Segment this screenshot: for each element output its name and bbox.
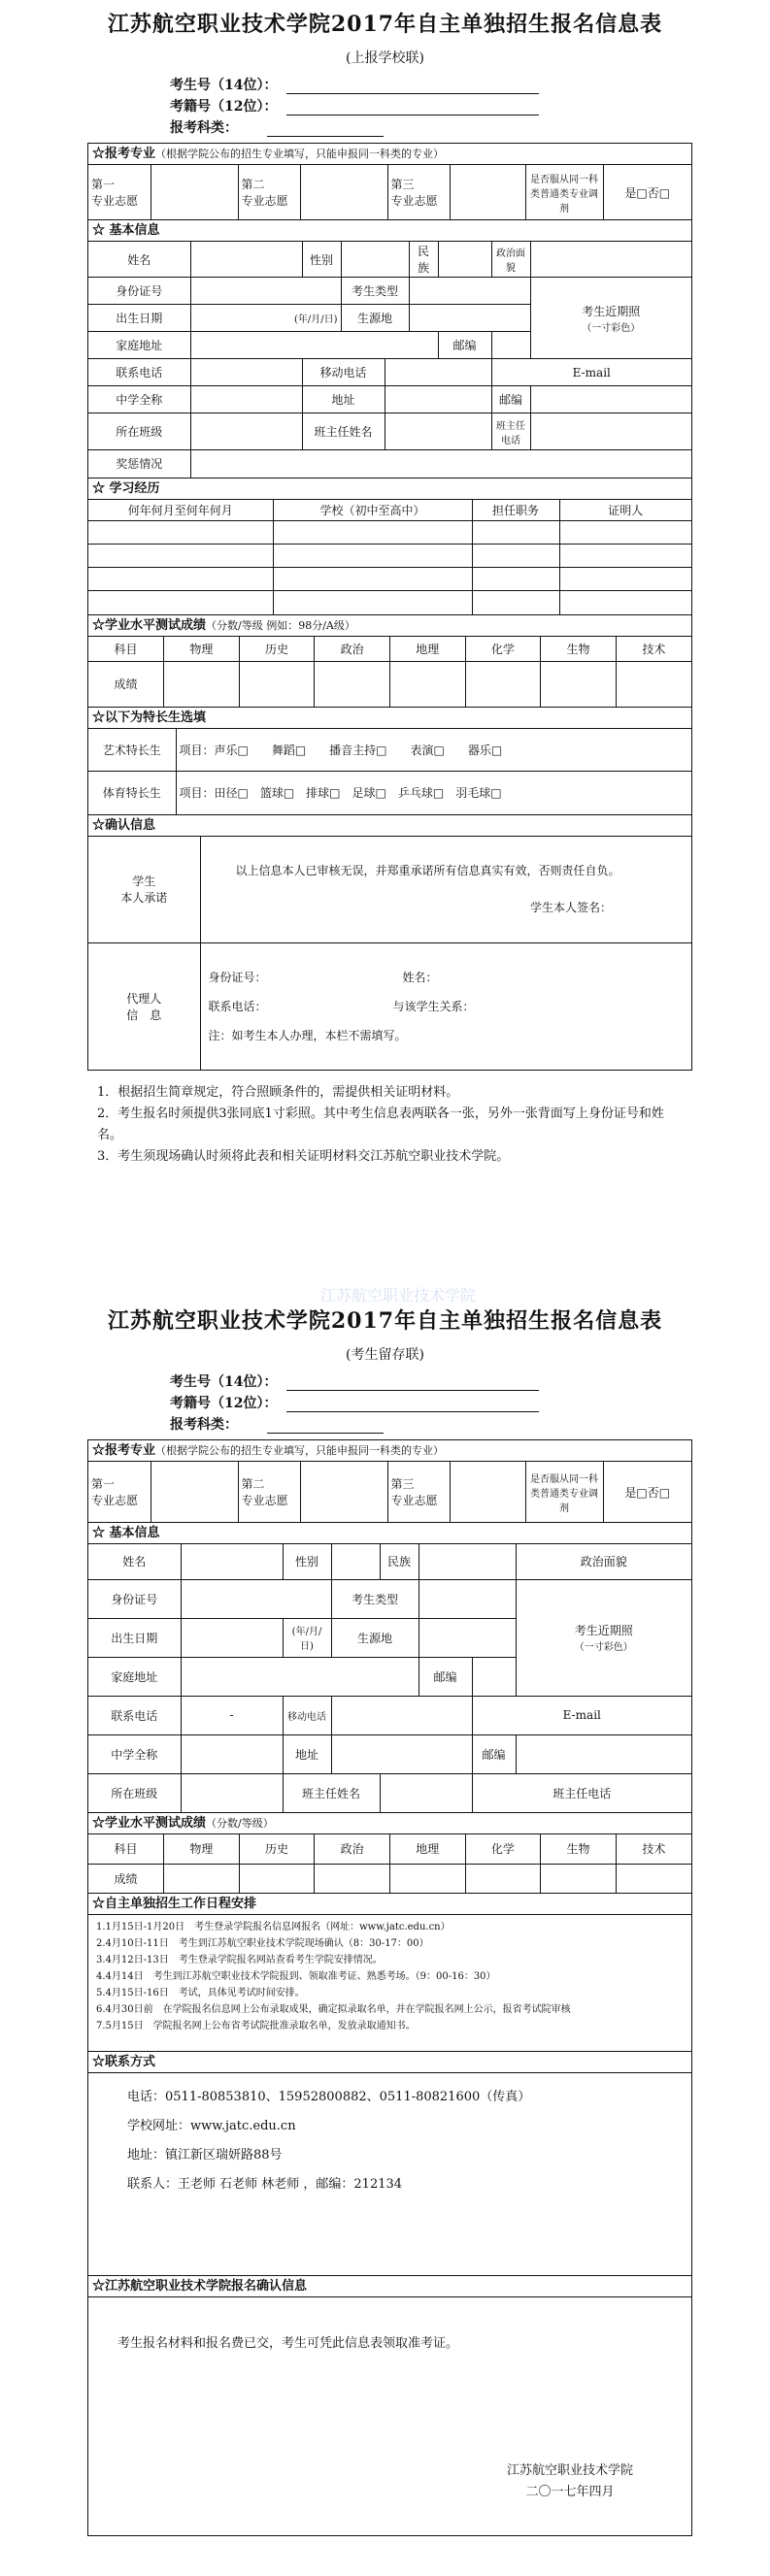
major-choice-3[interactable] bbox=[450, 165, 525, 219]
category-field[interactable] bbox=[267, 1418, 384, 1434]
section-contact bbox=[87, 2051, 692, 2275]
teacher-phone-input[interactable] bbox=[530, 413, 691, 450]
section-test-scores: ☆学业水平测试成绩（分数/等级 例如：98分/A级） 科目 物理 历史 政治 地理 化学 生物 技术 成绩 bbox=[87, 614, 692, 707]
section-header: ☆ 学习经历 bbox=[88, 479, 691, 500]
section-study: ☆ 学习经历 何年何月至何年何月 学校（初中至高中） 担任职务 证明人 bbox=[87, 478, 692, 614]
class-input[interactable] bbox=[190, 413, 302, 450]
watermark: 江苏航空职业技术学院 bbox=[320, 1286, 477, 1305]
teacher-input[interactable] bbox=[385, 413, 491, 450]
origin-input[interactable] bbox=[409, 305, 530, 332]
section-confirm: ☆确认信息 学生 本人承诺 以上信息本人已审核无误，并郑重承诺所有信息真实有效，否则责任自负。 学生本人签名： 代理人 信 息 身份证号： 姓名： 联系电话： 与该学生关系： 注：如考生本人办理，本栏不需填写。 bbox=[87, 814, 692, 1071]
phone-input[interactable] bbox=[190, 359, 302, 386]
section-header: ☆联系方式 bbox=[88, 2052, 691, 2073]
contact-phone: 电话：0511-80853810、15952800882、0511-80821600（传真） bbox=[127, 2090, 531, 2104]
schedule-item: 2.4月10日-11日 考生到江苏航空职业技术学院现场确认（8：30-17：00） bbox=[96, 1938, 429, 1949]
category-field[interactable] bbox=[267, 121, 384, 137]
student-signature[interactable]: 学生本人签名： bbox=[529, 901, 612, 915]
adjust-checkbox[interactable]: 是□否□ bbox=[603, 165, 691, 219]
contact-website[interactable]: 学校网址：www.jatc.edu.cn bbox=[127, 2119, 296, 2133]
study-cell[interactable] bbox=[88, 568, 273, 591]
section-header: ☆以下为特长生选填 bbox=[88, 708, 691, 729]
section-header: ☆ 基本信息 bbox=[88, 220, 691, 242]
address-input[interactable] bbox=[190, 332, 438, 359]
form-table bbox=[87, 1439, 692, 2536]
exam-no-field[interactable] bbox=[286, 1375, 539, 1391]
section-header: ☆确认信息 bbox=[88, 815, 691, 837]
page-title: 江苏航空职业技术学院2017年自主单独招生报名信息表 bbox=[107, 12, 663, 37]
ethnic-input[interactable] bbox=[438, 242, 491, 278]
exam-no-field[interactable] bbox=[286, 79, 539, 94]
form-table bbox=[87, 143, 692, 1071]
section-header: ☆自主单独招生工作日程安排 bbox=[88, 1894, 691, 1915]
major-choice-1[interactable] bbox=[151, 165, 238, 219]
agent-phone[interactable]: 联系电话： bbox=[208, 999, 267, 1013]
art-options[interactable]: 项目：声乐□ 舞蹈□ 播音主持□ 表演□ 器乐□ bbox=[176, 729, 691, 772]
section-basic: ☆ 基本信息 姓名 性别 民族 政治面貌 身份证号 考生类型 考生近期照 （一寸彩色） 出生日期 (年/月/日) 生源地 家庭地址 邮编 联系电话 移动电话 E-mail 中学全称 地址 邮编 所在班级 班主任姓名 班主任电话 奖惩情况 bbox=[87, 219, 692, 478]
copy-label: (上报学校联) bbox=[346, 50, 424, 66]
contact-address: 地址：镇江新区瑞妍路88号 bbox=[127, 2148, 283, 2163]
section-header: ☆报考专业 bbox=[92, 147, 156, 161]
date: 二〇一七年四月 bbox=[525, 2485, 615, 2499]
reg-no-field[interactable] bbox=[286, 100, 539, 116]
copy-label: (考生留存联) bbox=[346, 1347, 424, 1363]
section-header: ☆江苏航空职业技术学院报名确认信息 bbox=[88, 2276, 691, 2297]
category-label: 报考科类： bbox=[170, 120, 238, 136]
reg-no-label: 考籍号（12位）： bbox=[170, 99, 278, 115]
name-input[interactable] bbox=[190, 242, 302, 278]
adjust-checkbox[interactable]: 是□否□ bbox=[603, 1462, 691, 1522]
form-copy-school bbox=[0, 8, 770, 1168]
zip-input[interactable] bbox=[491, 332, 530, 359]
study-cell[interactable] bbox=[88, 521, 273, 545]
agent-relation[interactable]: 与该学生关系： bbox=[392, 999, 475, 1013]
schedule-item: 6.4月30日前 在学院报名信息网上公布录取成果，确定拟录取名单，并在学院报名网上公示，报省考试院审核 bbox=[96, 2004, 571, 2015]
section-schedule bbox=[87, 1893, 692, 2051]
reg-no-field[interactable] bbox=[286, 1397, 539, 1412]
section-talent: ☆以下为特长生选填 艺术特长生 项目：声乐□ 舞蹈□ 播音主持□ 表演□ 器乐□ 体育特长生 项目：田径□ 篮球□ 排球□ 足球□ 乒乓球□ 羽毛球□ bbox=[87, 707, 692, 814]
school-input[interactable] bbox=[190, 386, 302, 413]
agent-id[interactable]: 身份证号： bbox=[208, 970, 267, 984]
contact-person: 联系人：王老师 石老师 林老师 ，邮编：212134 bbox=[127, 2177, 403, 2192]
mobile-input[interactable] bbox=[385, 359, 491, 386]
school-zip-input[interactable] bbox=[530, 386, 691, 413]
schedule-item: 3.4月12日-13日 考生登录学院报名网站查看考生学院安排情况。 bbox=[96, 1955, 383, 1965]
page-title: 江苏航空职业技术学院2017年自主单独招生报名信息表 bbox=[107, 1308, 663, 1334]
section-school-confirm: ☆江苏航空职业技术学院报名确认信息 考生报名材料和报名费已交，考生可凭此信息表领取准考证。 江苏航空职业技术学院 二〇一七年四月 bbox=[87, 2275, 692, 2536]
section-major: ☆报考专业（根据学院公布的招生专业填写，只能申报同一科类的专业） 第一 专业志愿 第二 专业志愿 第三 专业志愿 是否服从同一科类普通类专业调剂 是□否□ bbox=[87, 1439, 692, 1522]
exam-no-label: 考生号（14位）： bbox=[170, 78, 278, 93]
schedule-item: 1.1月15日-1月20日 考生登录学院报名信息网报名（网址：www.jatc.edu.cn） bbox=[96, 1922, 451, 1932]
section-major: ☆报考专业（根据学院公布的招生专业填写，只能申报同一科类的专业） 第一 专业志愿 第二 专业志愿 第三 专业志愿 是否服从同一科类普通类专业调剂 是□否□ bbox=[87, 143, 692, 219]
section-basic: ☆ 基本信息 姓名 性别 民族 政治面貌 身份证号 考生类型 考生近期照 （一寸彩色） 出生日期 (年/月/日) 生源地 家庭地址 邮编 联系电话 - 移动电话 E-mail 中学全称 地址 邮编 所在班级 班主任姓名 班主任电话 bbox=[87, 1522, 692, 1812]
form-copy-student: 江苏航空职业技术学院2017年自主单独招生报名信息表 (考生留存联) 考生号（14位）： 考籍号（12位）： 报考科类： ☆报考专业（根据学院公布的招生专业填写，只能申报同一科类的专业） 第一 专业志愿 第二 专业志愿 第三 专业志愿 是否服从同一科类普通类专业调剂 是□否□ ☆ 基本信息 姓名 性别 民族 政治面貌 身份证号 考生类型 考生近期照 （一寸彩色） 出生日期 (年/月/日) 生源地 家庭地址 邮编 联系电话 - 移动电话 E-mail 中学全称 地址 邮编 所在班级 班主任姓名 班主任电话 ☆学业水平测试成绩（分数/等级） 科目 物理 历史 政治 地理 化学 生物 技术 成绩 ☆自主单独招生工作日程安排 1.1月15日-1月20日 考生登录学院报名信息网报名（网址：www.jatc.edu.cn） 2.4月10日-11日 考生到江苏航空职业技术学院现场确认（8：30-17：00） 3.4月12日-13日 考生登录学院报名网站查看考生学院安排情况。 4.4月14日 考生到江苏航空职业技术学院报到、领取准考证、熟悉考场。（9：00-16：30） 5.4月15日-16日 考试，具体见考试时间安排。 6.4月30日前 在学院报名信息网上公布录取成果，确定拟录取名单，并在学院报名网上公示，报省考试院审核 7.5月15日 学院报名网上公布省考试院批准录取名单，发放录取通知书。 ☆联系方式 电话：0511-80853810、15952800882、0511-80821600（传真） 学校网址：www.jatc.edu.cn 地址：镇江新区瑞妍路88号 联系人：王老师 石老师 林老师 ，邮编：212134 ☆江苏航空职业技术学院报名确认信息 考生报名材料和报名费已交，考生可凭此信息表领取准考证。 江苏航空职业技术学院 二〇一七年四月 bbox=[0, 1305, 770, 2536]
study-cell[interactable] bbox=[88, 545, 273, 568]
awards-input[interactable] bbox=[190, 450, 691, 478]
schedule-item: 5.4月15日-16日 考试，具体见考试时间安排。 bbox=[96, 1988, 305, 1998]
photo-box[interactable]: 考生近期照 （一寸彩色） bbox=[530, 278, 691, 359]
schedule-item: 7.5月15日 学院报名网上公布省考试院批准录取名单，发放录取通知书。 bbox=[96, 2021, 416, 2031]
org-name: 江苏航空职业技术学院 bbox=[506, 2463, 633, 2478]
study-cell[interactable] bbox=[88, 591, 273, 614]
agent-name[interactable]: 姓名： bbox=[402, 970, 438, 984]
gender-input[interactable] bbox=[341, 242, 409, 278]
section-test-scores: ☆学业水平测试成绩（分数/等级） 科目 物理 历史 政治 地理 化学 生物 技术 成绩 bbox=[87, 1812, 692, 1893]
type-input[interactable] bbox=[409, 278, 530, 305]
major-choice-2[interactable] bbox=[300, 165, 387, 219]
score-cell[interactable] bbox=[164, 662, 240, 707]
notes: 1．根据招生简章规定，符合照顾条件的，需提供相关证明材料。 2．考生报名时须提供3张同底1寸彩照。其中考生信息表两联各一张，另外一张背面写上身份证号和姓名。 3．考生须现场确认时须将此表和相关证明材料交江苏航空职业技术学院。 bbox=[97, 1084, 664, 1164]
sport-options[interactable]: 项目：田径□ 篮球□ 排球□ 足球□ 乒乓球□ 羽毛球□ bbox=[176, 772, 691, 814]
id-number-input[interactable] bbox=[190, 278, 341, 305]
school-addr-input[interactable] bbox=[385, 386, 491, 413]
schedule-item: 4.4月14日 考生到江苏航空职业技术学院报到、领取准考证、熟悉考场。（9：00-16：30） bbox=[96, 1971, 496, 1982]
politics-input[interactable] bbox=[530, 242, 691, 278]
photo-box[interactable]: 考生近期照 （一寸彩色） bbox=[516, 1579, 691, 1696]
section-header: ☆学业水平测试成绩 bbox=[92, 617, 207, 633]
